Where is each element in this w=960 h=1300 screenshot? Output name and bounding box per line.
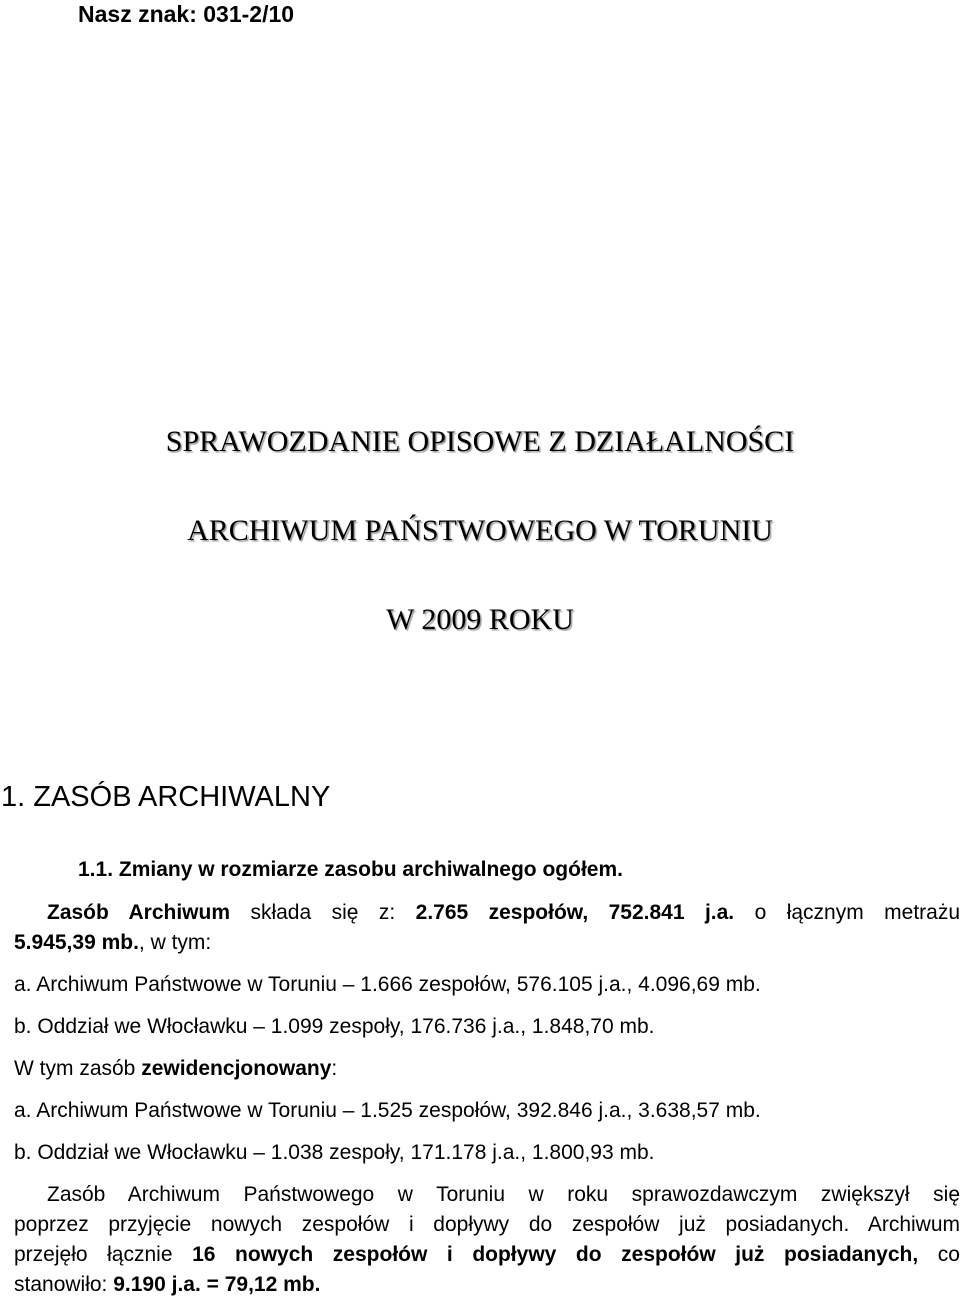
registered-item-wloclawek: b. Oddział we Włocławku – 1.038 zespoły, 171.178 j.a., 1.800,93 mb. — [14, 1141, 655, 1164]
summary-line-2: 5.945,39 mb., w tym: — [14, 931, 212, 954]
growth-line-4: stanowiło: 9.190 j.a. = 79,12 mb. — [14, 1273, 321, 1296]
section-heading: 1. ZASÓB ARCHIWALNY — [1, 781, 331, 813]
section-subheading: 1.1. Zmiany w rozmiarze zasobu archiwalnego ogółem. — [78, 858, 623, 881]
growth-total: 9.190 j.a. = 79,12 mb. — [113, 1273, 321, 1296]
registered-item-torun: a. Archiwum Państwowe w Toruniu – 1.525 zespołów, 392.846 j.a., 3.638,57 mb. — [14, 1099, 761, 1122]
holdings-item-torun: a. Archiwum Państwowe w Toruniu – 1.666 zespołów, 576.105 j.a., 4.096,69 mb. — [14, 973, 761, 996]
growth-line-3: przejęło łącznie 16 nowych zespołów i dopływy do zespołów już posiadanych, co — [14, 1243, 960, 1266]
reference-number: Nasz znak: 031-2/10 — [78, 1, 295, 27]
report-title-line-3: W 2009 ROKU — [386, 603, 574, 636]
holdings-item-wloclawek: b. Oddział we Włocławku – 1.099 zespoły, 176.736 j.a., 1.848,70 mb. — [14, 1015, 655, 1038]
archive-holdings-label: Zasób Archiwum — [47, 901, 231, 924]
summary-line-1: Zasób Archiwum składa się z: 2.765 zespołów, 752.841 j.a. o łącznym metrażu — [47, 901, 960, 924]
registered-heading: W tym zasób zewidencjonowany: — [14, 1057, 338, 1080]
items-count: 752.841 j.a. — [608, 901, 735, 924]
units-count: 2.765 zespołów, — [415, 901, 589, 924]
new-units-highlight: 16 nowych zespołów i dopływy do zespołów już posiadanych, — [192, 1243, 919, 1266]
growth-line-1: Zasób Archiwum Państwowego w Toruniu w roku sprawozdawczym zwiększył się — [47, 1183, 960, 1206]
report-title-line-2: ARCHIWUM PAŃSTWOWEGO W TORUNIU — [187, 514, 773, 547]
report-title-line-1: SPRAWOZDANIE OPISOWE Z DZIAŁALNOŚCI — [165, 425, 795, 458]
growth-line-2: poprzez przyjęcie nowych zespołów i dopływy do zespołów już posiadanych. Archiwum — [14, 1213, 960, 1236]
total-meters: 5.945,39 mb. — [14, 931, 139, 954]
